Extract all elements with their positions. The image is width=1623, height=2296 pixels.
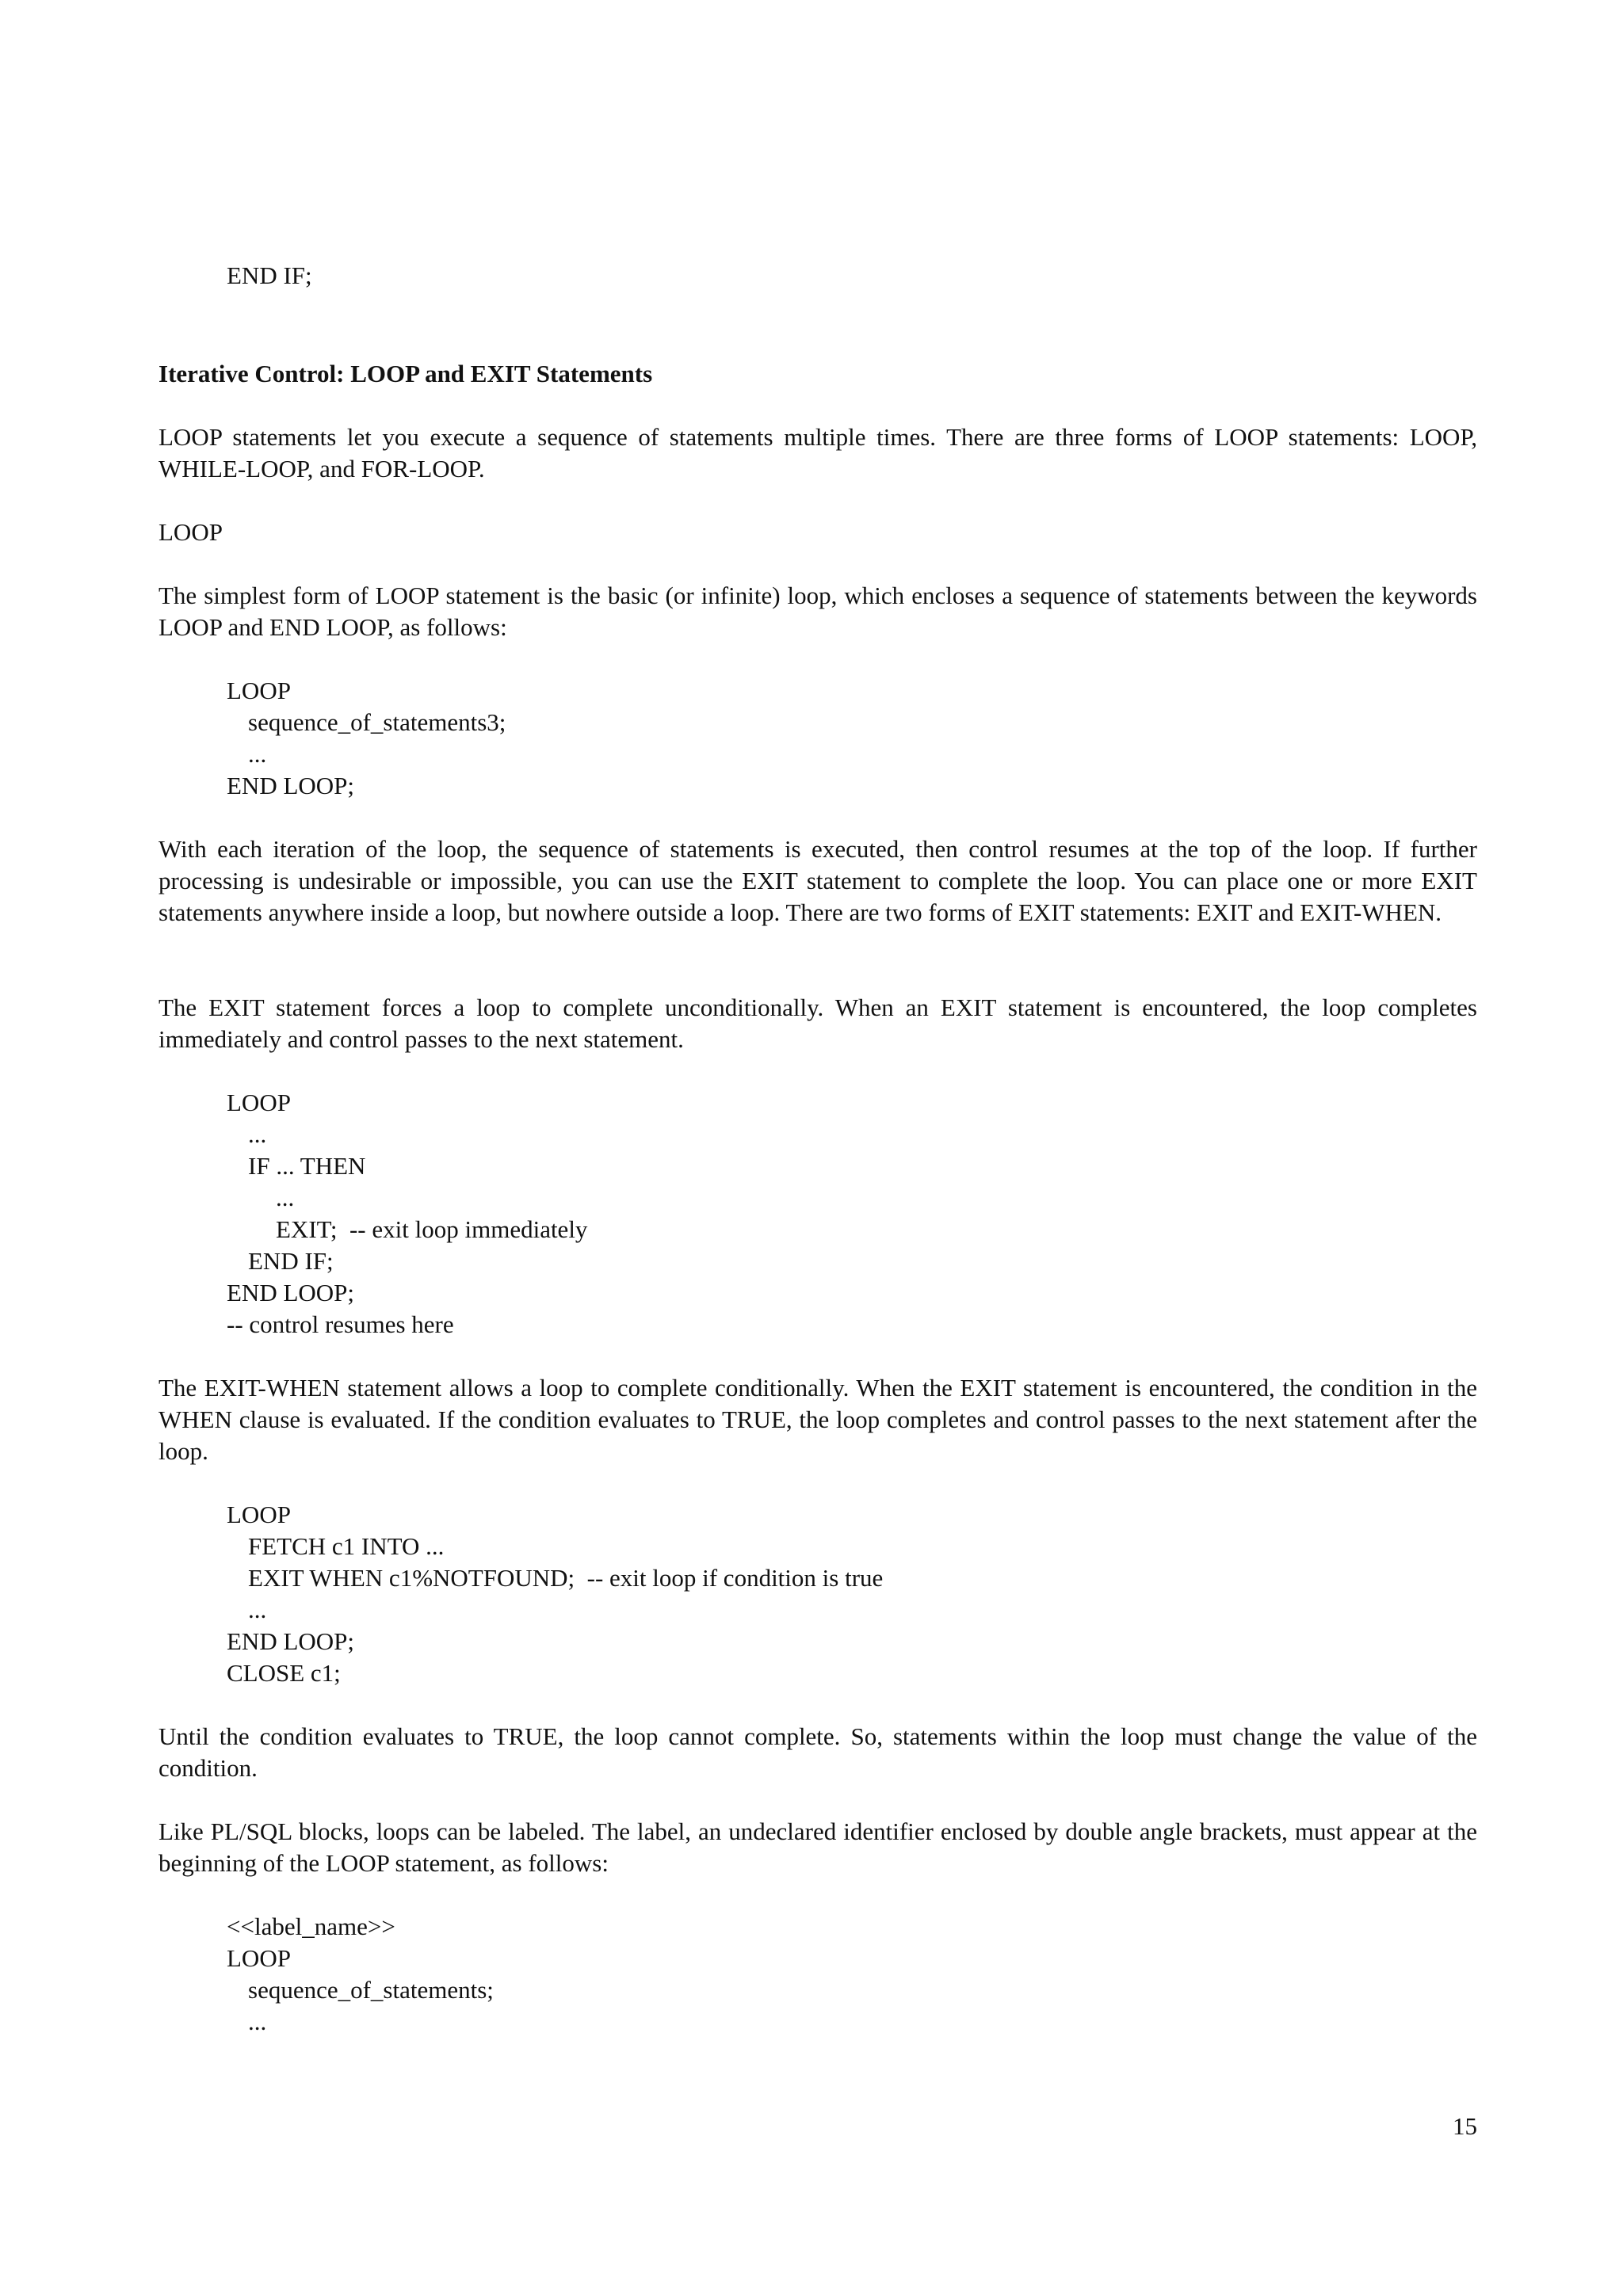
code-line: END LOOP; <box>227 1627 355 1655</box>
code-line: LOOP <box>227 677 291 704</box>
code-line: ... <box>248 1120 267 1148</box>
page-number: 15 <box>1453 2112 1477 2140</box>
code-line: CLOSE c1; <box>227 1659 341 1687</box>
paragraph-simplest: The simplest form of LOOP statement is the basic (or infinite) loop, which encloses a sequence of statements between the keywords LOOP and END LOOP, as follows: <box>158 582 1477 641</box>
code-line: END LOOP; <box>227 1279 355 1306</box>
code-line: EXIT; -- exit loop immediately <box>276 1215 588 1243</box>
document-page <box>158 0 1477 2296</box>
paragraph-loop-label: LOOP <box>158 518 223 546</box>
paragraph-iteration: With each iteration of the loop, the sequence of statements is executed, then control resumes at the top of the loop. If further processing is undesirable or impossible, you can use the EXIT statement to complete the loop. You can place one or more EXIT statements anywhere inside a loop, but nowhere outside a loop. There are two forms of EXIT statements: EXIT and EXIT-WHEN. <box>158 835 1477 926</box>
code-line: ... <box>248 740 267 768</box>
code-line: IF ... THEN <box>248 1152 366 1180</box>
code-line: LOOP <box>227 1089 291 1116</box>
code-line: -- control resumes here <box>227 1310 454 1338</box>
code-line: LOOP <box>227 1944 291 1972</box>
code-line: END IF; <box>248 1247 334 1275</box>
code-line: sequence_of_statements3; <box>248 708 506 736</box>
code-line: LOOP <box>227 1501 291 1528</box>
paragraph-exit-forces: The EXIT statement forces a loop to complete unconditionally. When an EXIT statement is encountered, the loop completes immediately and control passes to the next statement. <box>158 994 1477 1053</box>
paragraph-labeled: Like PL/SQL blocks, loops can be labeled. The label, an undeclared identifier enclosed by double angle brackets, must appear at the beginning of the LOOP statement, as follows: <box>158 1817 1477 1877</box>
code-block-basic-loop <box>227 675 506 802</box>
code-line: ... <box>248 1596 267 1623</box>
code-line: EXIT WHEN c1%NOTFOUND; -- exit loop if condition is true <box>248 1564 884 1592</box>
code-block-labeled-loop <box>227 1911 494 2038</box>
code-block-exit-loop <box>227 1087 587 1341</box>
code-line: sequence_of_statements; <box>248 1976 494 2004</box>
paragraph-exit-when: The EXIT-WHEN statement allows a loop to complete conditionally. When the EXIT statement is encountered, the condition in the WHEN clause is evaluated. If the condition evaluates to TRUE, the loop completes and control passes to the next statement after the loop. <box>158 1374 1477 1465</box>
code-line: END LOOP; <box>227 772 355 799</box>
paragraph-intro: LOOP statements let you execute a sequence of statements multiple times. There are three forms of LOOP statements: LOOP, WHILE-LOOP, and FOR-LOOP. <box>158 423 1477 482</box>
section-heading: Iterative Control: LOOP and EXIT Statements <box>158 360 653 387</box>
code-line: ... <box>276 1184 295 1211</box>
paragraph-until: Until the condition evaluates to TRUE, the loop cannot complete. So, statements within the loop must change the value of the condition. <box>158 1722 1477 1782</box>
code-line: END IF; <box>227 261 312 289</box>
code-line: ... <box>248 2008 267 2035</box>
code-line: <<label_name>> <box>227 1913 395 1940</box>
code-block-end-if <box>227 260 312 292</box>
code-line: FETCH c1 INTO ... <box>248 1532 445 1560</box>
code-block-exit-when-loop <box>227 1499 883 1689</box>
